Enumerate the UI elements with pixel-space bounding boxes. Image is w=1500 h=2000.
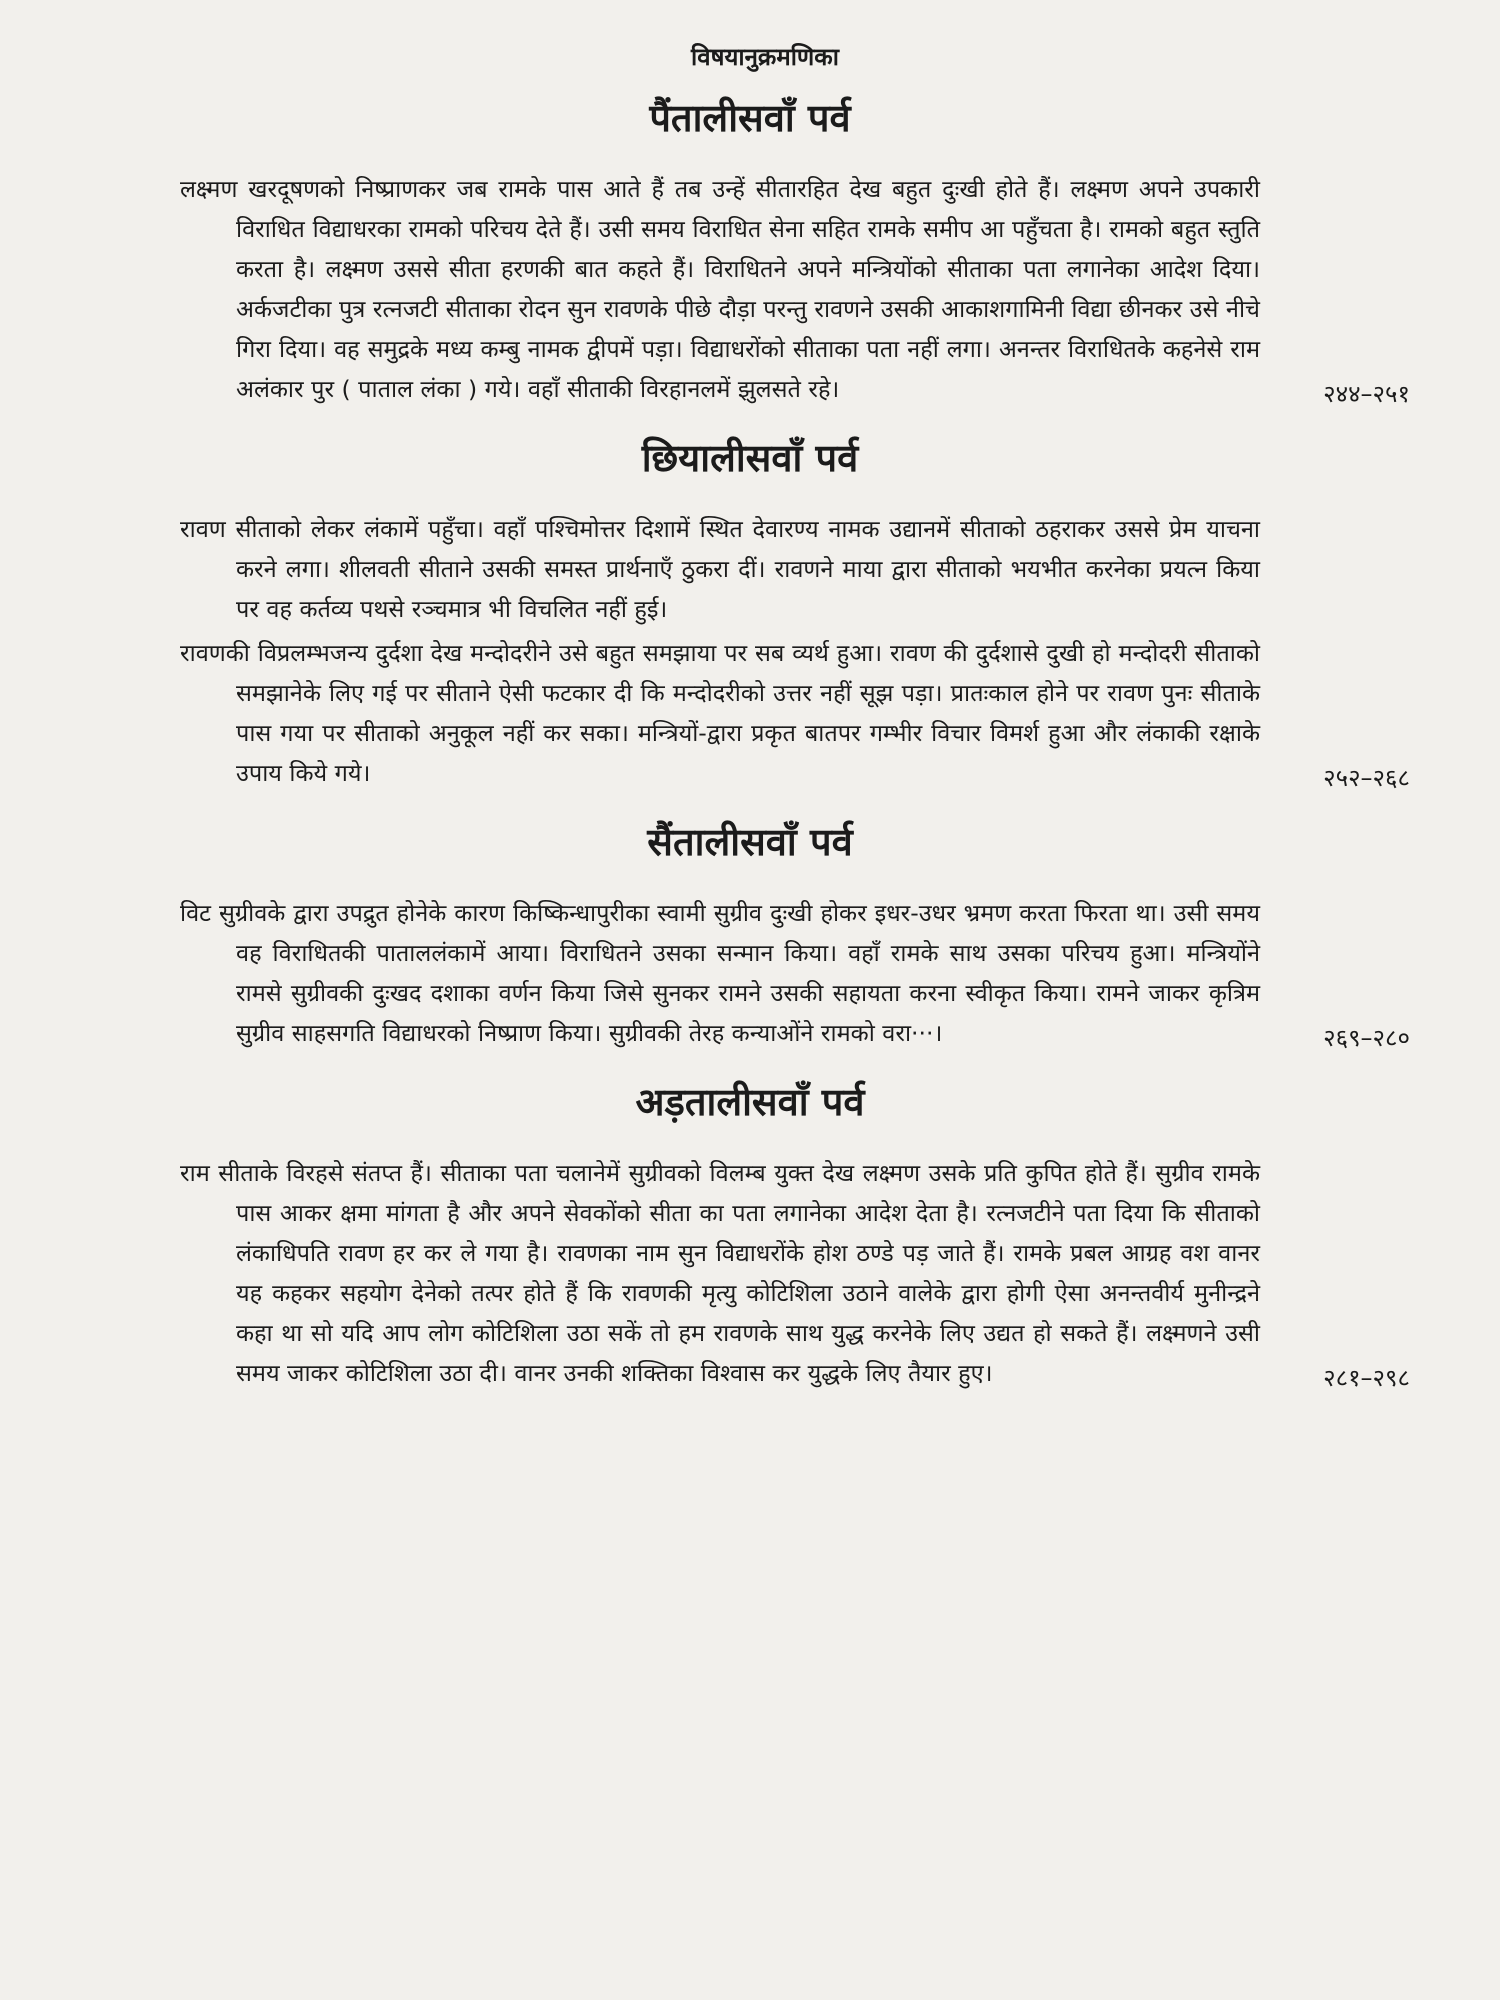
running-head: विषयानुक्रमणिका: [691, 43, 839, 71]
page-range: २६९–२८०: [1323, 1024, 1410, 1052]
summary-paragraph: लक्ष्मण खरदूषणको निष्प्राणकर जब रामके पास आते हैं तब उन्हें सीतारहित देख बहुत दुःखी होते हैं। लक्ष्मण अपने उपकारी विराधित विद्याधरका रामको परिचय देते हैं। उसी समय विराधित सेना सहित रामके समीप आ पहुँचता है। रामको बहुत स्तुति करता है। लक्ष्मण उससे सीता हरणकी बात कहते हैं। विराधितने अपने मन्त्रियोंको सीताका पता लगानेका आदेश दिया। अर्कजटीका पुत्र रत्नजटी सीताका रोदन सुन रावणके पीछे दौड़ा परन्तु रावणने उसकी आकाशगामिनी विद्या छीनकर उसे नीचे गिरा दिया। वह समुद्रके मध्य कम्बु नामक द्वीपमें पड़ा। विद्याधरोंको सीताका पता नहीं लगा। अनन्तर विराधितके कहनेसे राम अलंकार पुर ( पाताल लंका ) गये। वहाँ सीताकी विरहानलमें झुलसते रहे।: [180, 175, 1260, 403]
page-range: २४४–२५१: [1323, 380, 1410, 408]
section-47: [180, 815, 1410, 1057]
page-range: २८१–२९८: [1323, 1364, 1410, 1392]
page-range: २५२–२६८: [1323, 764, 1410, 792]
section-46: [180, 431, 1410, 797]
section-title: सैंतालीसवाँ पर्व: [647, 820, 853, 864]
section-title: पैंतालीसवाँ पर्व: [649, 96, 851, 140]
summary-paragraph: रावणकी विप्रलम्भजन्य दुर्दशा देख मन्दोदरीने उसे बहुत समझाया पर सब व्यर्थ हुआ। रावण की दुर्दशासे दुखी हो मन्दोदरी सीताको समझानेके लिए गई पर सीताने ऐसी फटकार दी कि मन्दोदरीको उत्तर नहीं सूझ पड़ा। प्रातःकाल होने पर रावण पुनः सीताके पास गया पर सीताको अनुकूल नहीं कर सका। मन्त्रियों-द्वारा प्रकृत बातपर गम्भीर विचार विमर्श हुआ और लंकाकी रक्षाके उपाय किये गये।: [180, 639, 1260, 787]
section-title: अड़तालीसवाँ पर्व: [635, 1080, 865, 1124]
section-45: [180, 91, 1410, 413]
summary-paragraph: विट सुग्रीवके द्वारा उपद्रुत होनेके कारण किष्किन्धापुरीका स्वामी सुग्रीव दुःखी होकर इधर-उधर भ्रमण करता फिरता था। उसी समय वह विराधितकी पाताललंकामें आया। विराधितने उसका सन्मान किया। वहाँ रामके साथ उसका परिचय हुआ। मन्त्रियोंने रामसे सुग्रीवकी दुःखद दशाका वर्णन किया जिसे सुनकर रामने उसकी सहायता करना स्वीकृत किया। रामने जाकर कृत्रिम सुग्रीव साहसगति विद्याधरको निष्प्राण किया। सुग्रीवकी तेरह कन्याओंने रामको वरा···।: [180, 899, 1260, 1047]
section-48: [180, 1075, 1410, 1397]
summary-paragraph: राम सीताके विरहसे संतप्त हैं। सीताका पता चलानेमें सुग्रीवको विलम्ब युक्त देख लक्ष्मण उसके प्रति कुपित होते हैं। सुग्रीव रामके पास आकर क्षमा मांगता है और अपने सेवकोंको सीता का पता लगानेका आदेश देता है। रत्नजटीने पता दिया कि सीताको लंकाधिपति रावण हर कर ले गया है। रावणका नाम सुन विद्याधरोंके होश ठण्डे पड़ जाते हैं। रामके प्रबल आग्रह वश वानर यह कहकर सहयोग देनेको तत्पर होते हैं कि रावणकी मृत्यु कोटिशिला उठाने वालेके द्वारा होगी ऐसा अनन्तवीर्य मुनीन्द्रने कहा था सो यदि आप लोग कोटिशिला उठा सकें तो हम रावणके साथ युद्ध करनेके लिए उद्यत हो सकते हैं। लक्ष्मणने उसी समय जाकर कोटिशिला उठा दी। वानर उनकी शक्तिका विश्वास कर युद्धके लिए तैयार हुए।: [180, 1159, 1260, 1387]
summary-paragraph: रावण सीताको लेकर लंकामें पहुँचा। वहाँ पश्चिमोत्तर दिशामें स्थित देवारण्य नामक उद्यानमें सीताको ठहराकर उससे प्रेम याचना करने लगा। शीलवती सीताने उसकी समस्त प्रार्थनाएँ ठुकरा दीं। रावणने माया द्वारा सीताको भयभीत करनेका प्रयत्न किया पर वह कर्तव्य पथसे रञ्चमात्र भी विचलित नहीं हुई।: [180, 515, 1260, 623]
section-title: छियालीसवाँ पर्व: [641, 436, 859, 480]
